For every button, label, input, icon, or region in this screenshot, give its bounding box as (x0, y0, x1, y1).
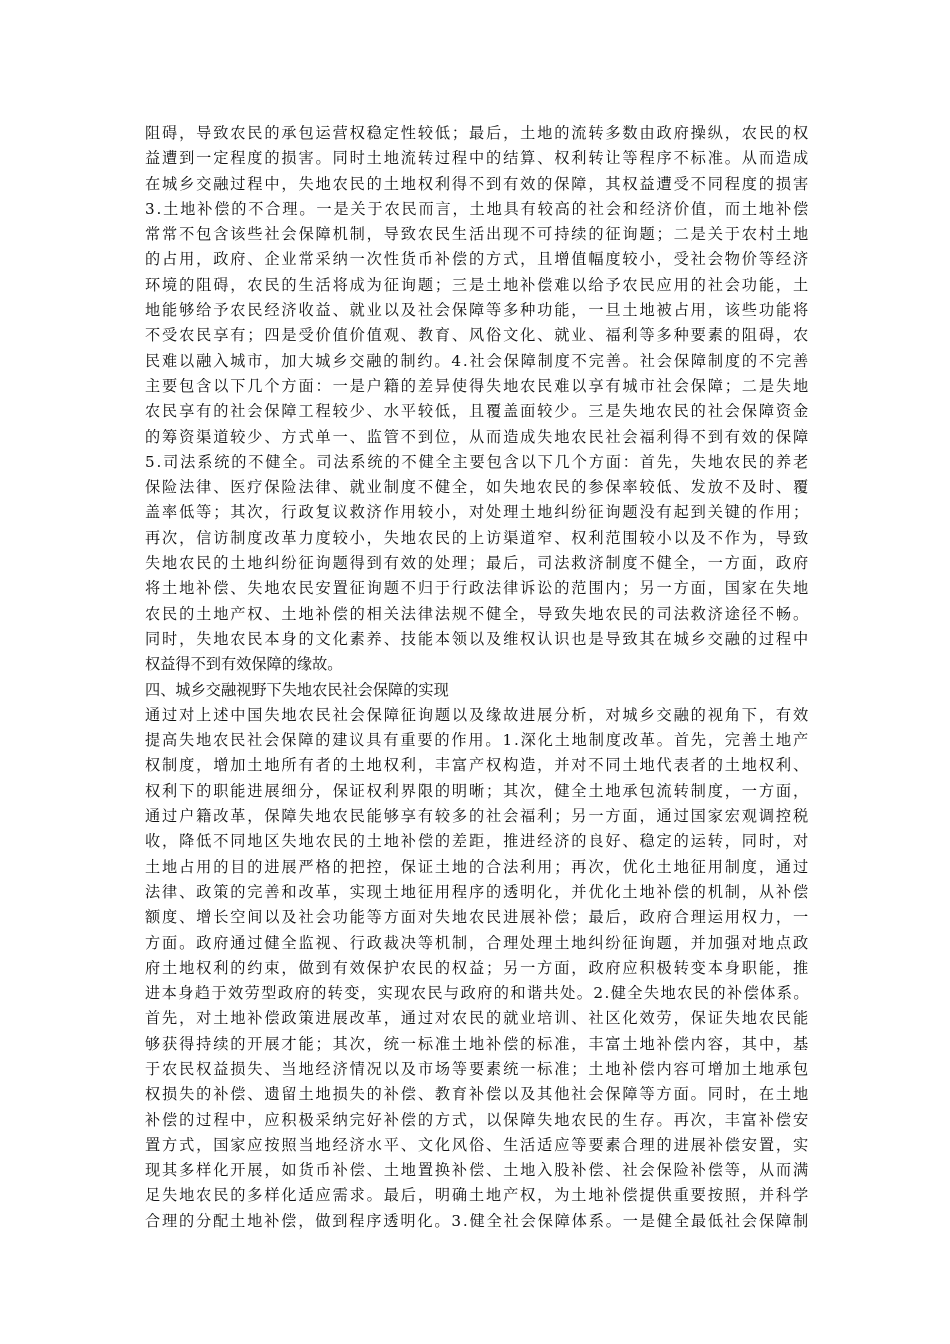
text-line: 收，降低不同地区失地农民的土地补偿的差距，推进经济的良好、稳定的运转，同时，对 (145, 832, 810, 851)
text-line: 保险法律、医疗保险法律、就业制度不健全，如失地农民的参保率较低、发放不及时、覆 (145, 478, 810, 497)
text-line: 置方式，国家应按照当地经济水平、文化风俗、生活适应等要素合理的进展补偿安置，实 (145, 1135, 810, 1154)
text-line: 不受农民享有；四是受价值价值观、教育、风俗文化、就业、福利等多种要素的阻碍，农 (145, 326, 810, 345)
text-line: 盖率低等；其次，行政复议救济作用较小，对处理土地纠纷征询题没有起到关键的作用； (145, 503, 810, 522)
text-line: 足失地农民的多样化适应需求。最后，明确土地产权，为土地补偿提供重要按照，并科学 (145, 1186, 810, 1205)
text-line: 环境的阻碍，农民的生活将成为征询题；三是土地补偿难以给予农民应用的社会功能，土 (145, 275, 810, 294)
text-line: 通过户籍改革，保障失地农民能够享有较多的社会福利；另一方面，通过国家宏观调控税 (145, 807, 810, 826)
text-line: 3.土地补偿的不合理。一是关于农民而言，土地具有较高的社会和经济价值，而土地补偿 (145, 199, 810, 218)
text-line: 同时，失地农民本身的文化素养、技能本领以及维权认识也是导致其在城乡交融的过程中 (145, 629, 810, 648)
text-line: 常常不包含该些社会保障机制，导致农民生活出现不可持续的征询题；二是关于农村土地 (145, 225, 810, 244)
text-line: 提高失地农民社会保障的建议具有重要的作用。1.深化土地制度改革。首先，完善土地产 (145, 731, 810, 750)
text-line: 额度、增长空间以及社会功能等方面对失地农民进展补偿；最后，政府合理运用权力，一 (145, 908, 810, 927)
text-line: 权益得不到有效保障的缘故。 (145, 655, 343, 674)
text-line: 于农民权益损失、当地经济情况以及市场等要素统一标准；土地补偿内容可增加土地承包 (145, 1059, 810, 1078)
text-line: 农民的土地产权、土地补偿的相关法律法规不健全，导致失地农民的司法救济途径不畅。 (145, 604, 810, 623)
text-line: 权利下的职能进展细分，保证权利界限的明晰；其次，健全土地承包流转制度，一方面， (145, 781, 810, 800)
text-line: 方面。政府通过健全监视、行政裁决等机制，合理处理土地纠纷征询题，并加强对地点政 (145, 933, 810, 952)
text-line: 权损失的补偿、遗留土地损失的补偿、教育补偿以及其他社会保障等方面。同时，在土地 (145, 1085, 810, 1104)
text-line: 合理的分配土地补偿，做到程序透明化。3.健全社会保障体系。一是健全最低社会保障制 (145, 1211, 810, 1230)
text-line: 5.司法系统的不健全。司法系统的不健全主要包含以下几个方面：首先，失地农民的养老 (145, 452, 810, 471)
text-line: 的筹资渠道较少、方式单一、监管不到位，从而造成失地农民社会福利得不到有效的保障 (145, 427, 810, 446)
text-line: 再次，信访制度改革力度较小，失地农民的上访渠道窄、权利范围较小以及不作为，导致 (145, 528, 810, 547)
text-line: 的占用，政府、企业常采纳一次性货币补偿的方式，且增值幅度较小，受社会物价等经济 (145, 250, 810, 269)
text-line: 补偿的过程中，应积极采纳完好补偿的方式，以保障失地农民的生存。再次，丰富补偿安 (145, 1110, 810, 1129)
text-line: 府土地权利的约束，做到有效保护农民的权益；另一方面，政府应积极转变本身职能，推 (145, 958, 810, 977)
text-line: 阻碍，导致农民的承包运营权稳定性较低；最后，土地的流转多数由政府操纵，农民的权 (145, 124, 810, 142)
text-line: 民难以融入城市，加大城乡交融的制约。4.社会保障制度不完善。社会保障制度的不完善 (145, 351, 810, 370)
text-line: 地能够给予农民经济收益、就业以及社会保障等多种功能，一旦土地被占用，该些功能将 (145, 301, 810, 320)
text-line: 失地农民的土地纠纷征询题得到有效的处理；最后，司法救济制度不健全，一方面，政府 (145, 554, 810, 573)
text-line: 进本身趋于效劳型政府的转变，实现农民与政府的和谐共处。2.健全失地农民的补偿体系。 (145, 984, 810, 1003)
text-line: 首先，对土地补偿政策进展改革，通过对农民的就业培训、社区化效劳，保证失地农民能 (145, 1009, 810, 1028)
text-line: 法律、政策的完善和改革，实现土地征用程序的透明化，并优化土地补偿的机制，从补偿 (145, 882, 810, 901)
text-line: 将土地补偿、失地农民安置征询题不归于行政法律诉讼的范围内；另一方面，国家在失地 (145, 579, 810, 598)
text-line: 现其多样化开展，如货币补偿、土地置换补偿、土地入股补偿、社会保险补偿等，从而满 (145, 1161, 810, 1180)
text-line: 在城乡交融过程中，失地农民的土地权利得不到有效的保障，其权益遭受不同程度的损害 (145, 174, 810, 193)
text-line: 土地占用的目的进展严格的把控，保证土地的合法利用；再次，优化土地征用制度，通过 (145, 857, 810, 876)
text-line: 农民享有的社会保障工程较少、水平较低，且覆盖面较少。三是失地农民的社会保障资金 (145, 402, 810, 421)
text-line: 主要包含以下几个方面：一是户籍的差异使得失地农民难以享有城市社会保障；二是失地 (145, 376, 810, 395)
text-line: 够获得持续的开展才能；其次，统一标准土地补偿的标准，丰富土地补偿内容，其中，基 (145, 1034, 810, 1053)
body-text (145, 121, 810, 1234)
text-line: 通过对上述中国失地农民社会保障征询题以及缘故进展分析，对城乡交融的视角下，有效 (145, 705, 810, 724)
text-line: 权制度，增加土地所有者的土地权利，丰富产权构造，并对不同土地代表者的土地权利、 (145, 756, 810, 775)
text-line: 益遭到一定程度的损害。同时土地流转过程中的结算、权利转让等程序不标准。从而造成 (145, 149, 810, 168)
section-heading: 四、城乡交融视野下失地农民社会保障的实现 (145, 680, 449, 699)
